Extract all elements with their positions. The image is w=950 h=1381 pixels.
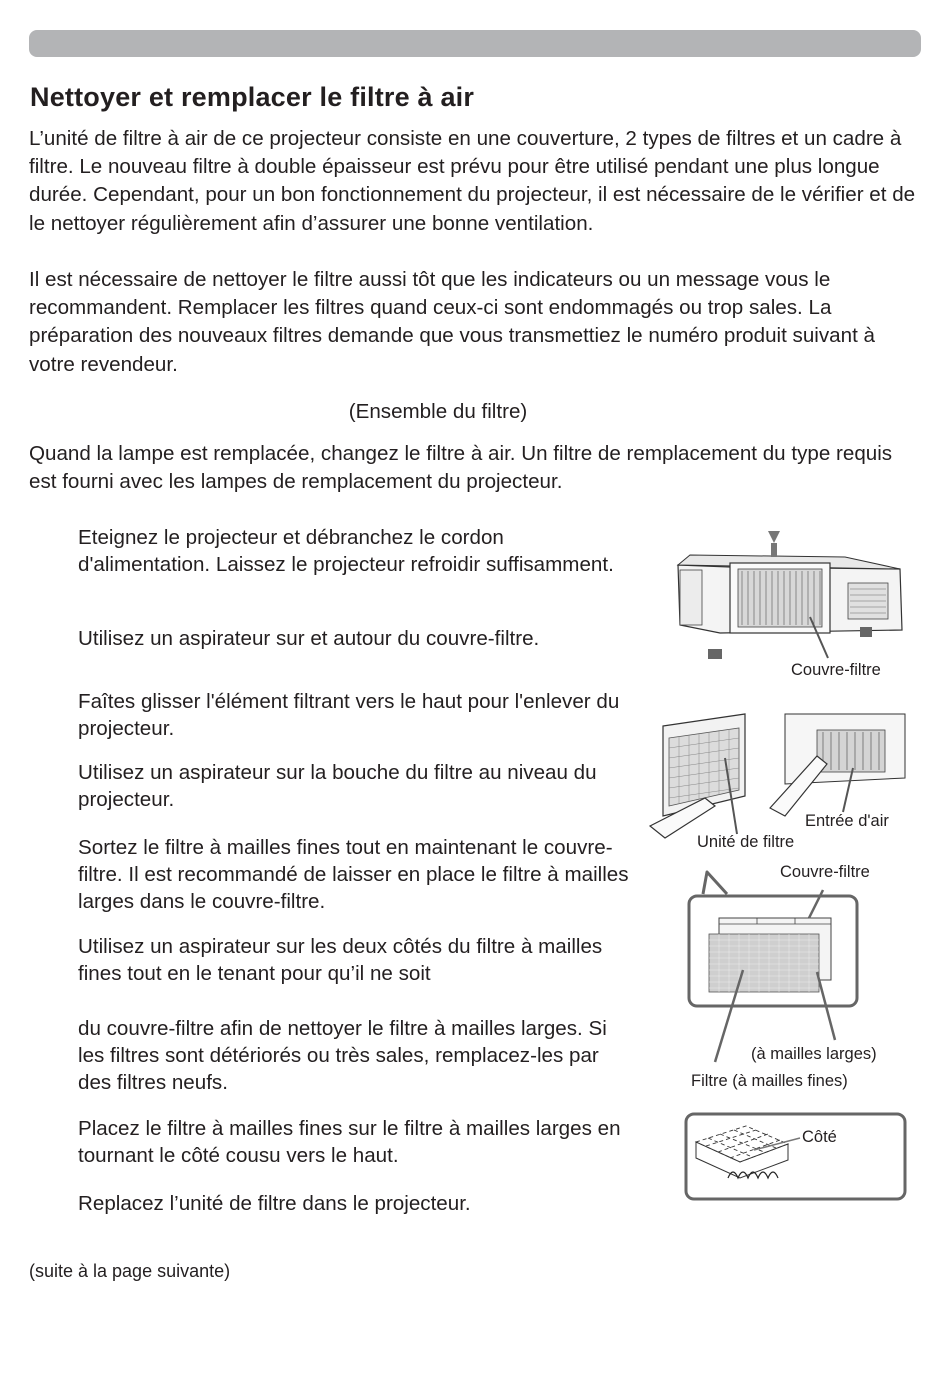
label-air-inlet: Entrée d'air — [805, 812, 889, 830]
step-8-text: Placez le filtre à mailles fines sur le filtre à mailles larges en tournant le côté cousu vers le haut. — [78, 1117, 621, 1167]
filter-removal-figure — [645, 708, 910, 851]
step-9-text: Replacez l’unité de filtre dans le projecteur. — [78, 1192, 471, 1215]
step-2-text: Utilisez un aspirateur sur et autour du couvre-filtre. — [78, 627, 540, 650]
step-7-text: du couvre-filtre afin de nettoyer le filtre à mailles larges. Si les filtres sont détériorés ou très sales, remplacez-les par des filtres neufs. — [78, 1017, 607, 1094]
intro-paragraph-2: Il est nécessaire de nettoyer le filtre aussi tôt que les indicateurs ou un message vous le recommandent. Remplacer les filtres quand ceux-ci sont endommagés ou trop sales. La préparation des nouveaux filtres demande que vous transmettiez le numéro produit suivant à votre revendeur. — [29, 268, 875, 376]
step-6-text: Utilisez un aspirateur sur les deux côtés du filtre à mailles fines tout en le tenant pour qu’il ne soit — [78, 935, 603, 985]
step-3-text: Faîtes glisser l'élément filtrant vers le haut pour l'enlever du projecteur. — [78, 690, 620, 740]
stitched-side-figure — [684, 1112, 909, 1202]
intro-paragraph-1: L’unité de filtre à air de ce projecteur consiste en une couverture, 2 types de filtres et un cadre à filtre. Le nouveau filtre à double épaisseur est prévu pour être utilisé pendant une plus longue durée. Cependant, pour un bon fonctionnement du projecteur, il est nécessaire de le vérifier et de le nettoyer régulièrement afin d’assurer une bonne ventilation. — [29, 127, 916, 235]
step-5-text: Sortez le filtre à mailles fines tout en maintenant le couvre-filtre. Il est recommandé de laisser en place le filtre à mailles larges dans le couvre-filtre. — [78, 836, 629, 913]
label-filter-unit: Unité de filtre — [697, 833, 795, 851]
header-bar — [29, 30, 921, 57]
step-1-text: Eteignez le projecteur et débranchez le cordon d'alimentation. Laissez le projecteur refroidir suffisamment. — [78, 526, 614, 576]
filter-layers-figure — [685, 862, 905, 1072]
label-filter-cover-2: Couvre-filtre — [780, 863, 870, 881]
page-title: Nettoyer et remplacer le filtre à air — [30, 82, 475, 112]
continued-note: (suite à la page suivante) — [29, 1261, 231, 1281]
label-coarse-filter: (à mailles larges) — [751, 1045, 877, 1063]
label-filter-cover: Couvre-filtre — [791, 661, 881, 679]
label-fine-filter: Filtre (à mailles fines) — [691, 1072, 848, 1090]
label-side: Côté — [802, 1128, 837, 1146]
part-name: (Ensemble du filtre) — [348, 400, 528, 423]
step-4-text: Utilisez un aspirateur sur la bouche du filtre au niveau du projecteur. — [78, 761, 597, 811]
projector-figure — [670, 525, 915, 679]
intro-paragraph-3: Quand la lampe est remplacée, changez le filtre à air. Un filtre de remplacement du type requis est fourni avec les lampes de remplacement du projecteur. — [29, 442, 893, 494]
